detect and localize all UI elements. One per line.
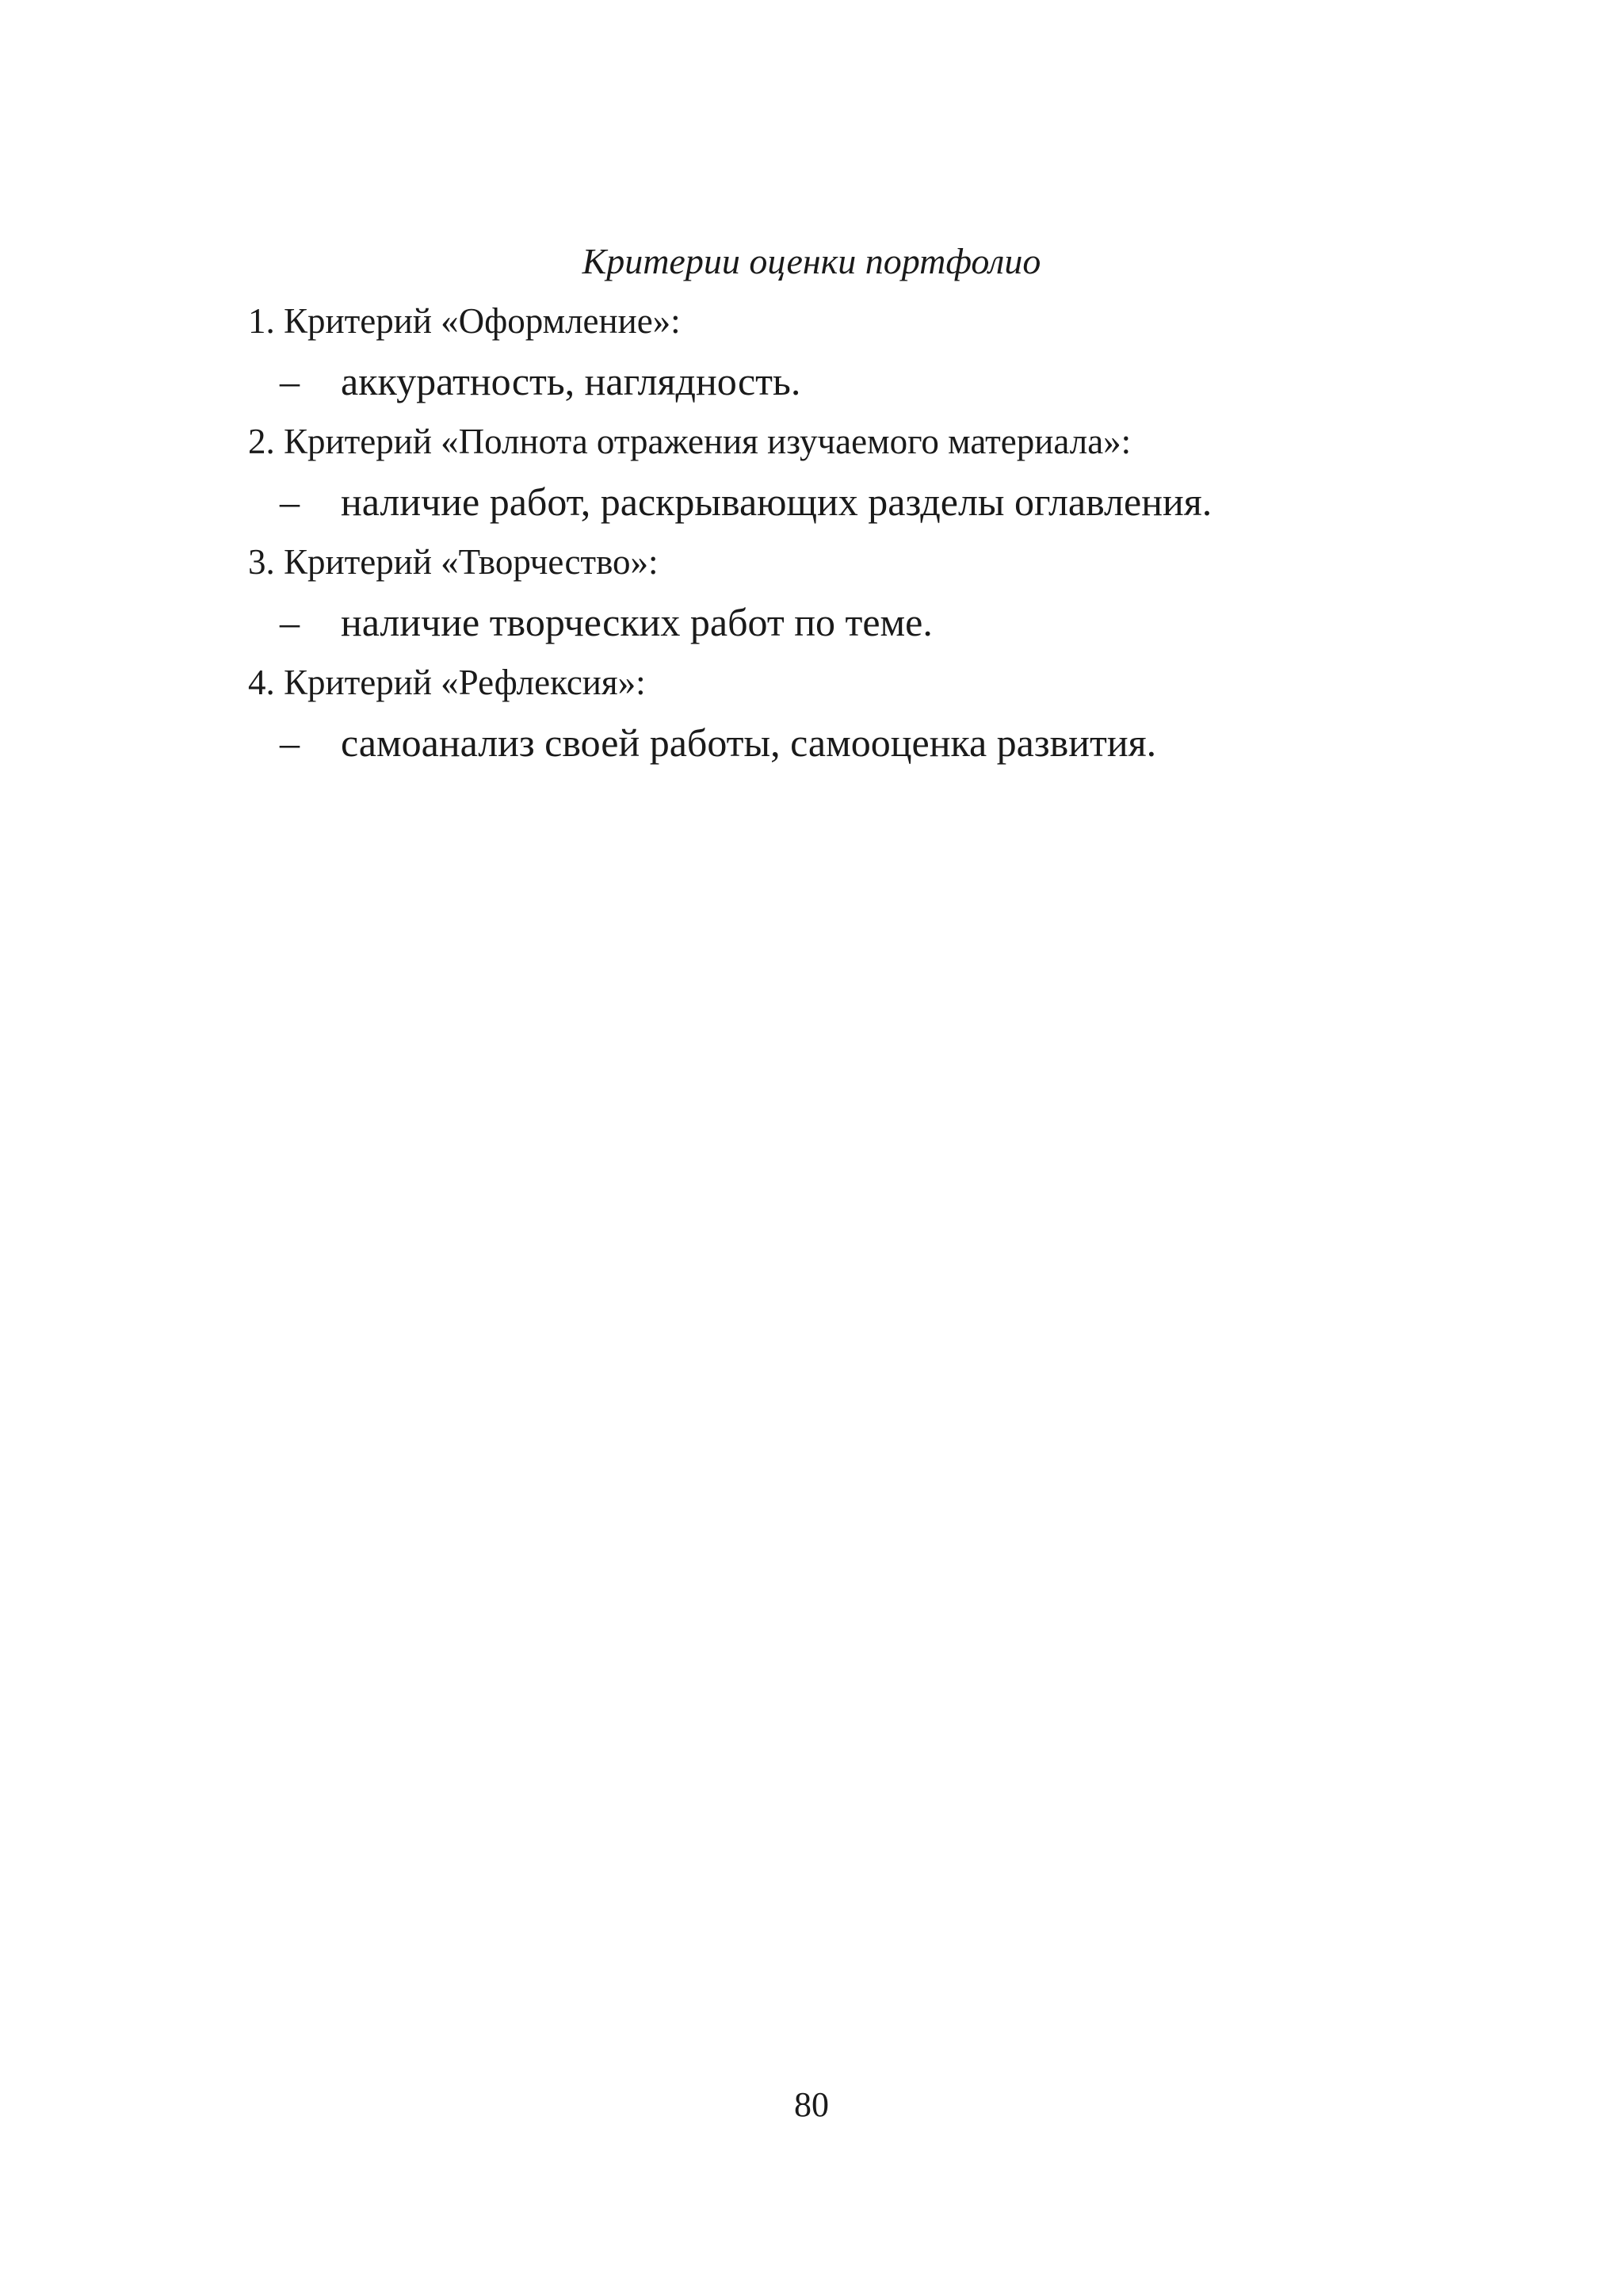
criterion-title: 3. Критерий «Творчество»: bbox=[248, 542, 659, 582]
criterion-title: 4. Критерий «Рефлексия»: bbox=[248, 663, 646, 702]
dash-bullet: – bbox=[280, 359, 300, 403]
criterion-title: 2. Критерий «Полнота отражения изучаемого материала»: bbox=[248, 422, 1132, 461]
criterion-detail-text: аккуратность, наглядность. bbox=[341, 359, 801, 403]
criterion-detail-text: самоанализ своей работы, самооценка развития. bbox=[341, 720, 1157, 765]
criterion-detail-text: наличие творческих работ по теме. bbox=[341, 600, 933, 644]
dash-bullet: – bbox=[280, 720, 300, 765]
criterion-detail bbox=[248, 357, 1437, 418]
criteria-list bbox=[248, 297, 1437, 779]
criterion-detail bbox=[248, 719, 1437, 779]
dash-bullet: – bbox=[280, 600, 300, 644]
criterion-detail-text: наличие работ, раскрывающих разделы оглавления. bbox=[341, 479, 1212, 524]
criterion-detail bbox=[248, 598, 1437, 659]
section-heading: Критерии оценки портфолио bbox=[582, 241, 1041, 281]
dash-bullet: – bbox=[280, 479, 300, 524]
page-number: 80 bbox=[794, 2085, 829, 2124]
criterion-detail bbox=[248, 478, 1437, 538]
criterion-title: 1. Критерий «Оформление»: bbox=[248, 301, 681, 341]
